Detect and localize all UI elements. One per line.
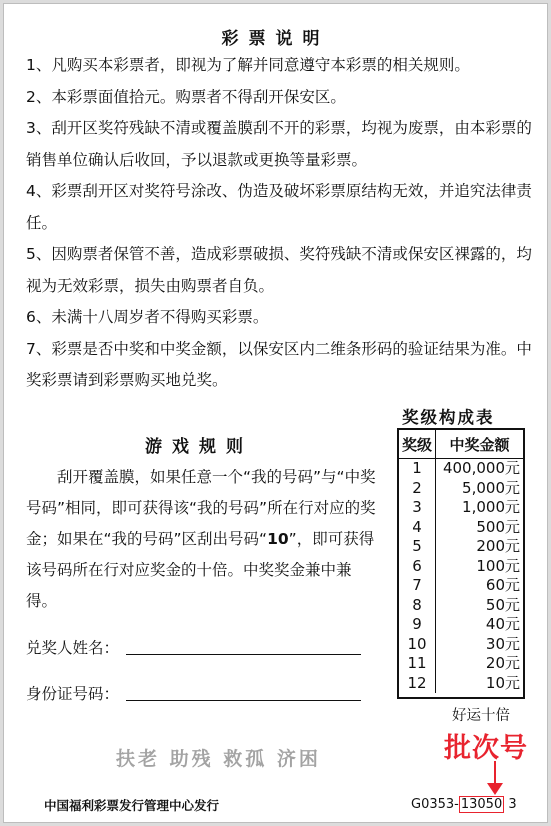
prize-row <box>399 498 523 518</box>
prize-row <box>399 654 523 674</box>
prize-header-amount: 中奖金额 <box>436 430 524 459</box>
prize-level: 2 <box>399 479 436 499</box>
ticket-serial <box>411 797 517 812</box>
prize-amount: 40元 <box>485 615 520 633</box>
prize-header-level: 奖级 <box>399 430 436 459</box>
lottery-ticket-back <box>3 3 548 823</box>
charity-slogan: 扶老 助残 救孤 济困 <box>116 748 321 770</box>
rule-item: 5、因购票者保管不善，造成彩票破损、奖符残缺不清或保安区裸露的，均视为无效彩票，损失由购票者自负。 <box>26 245 532 295</box>
rule-item: 3、刮开区奖符残缺不清或覆盖膜刮不开的彩票，均视为废票，由本彩票的销售单位确认后收回，予以退款或更换等量彩票。 <box>26 119 532 169</box>
prize-level: 8 <box>399 596 436 616</box>
prize-amount: 60元 <box>485 576 520 594</box>
prize-row <box>399 537 523 557</box>
claimant-name-label: 兑奖人姓名： <box>26 639 120 657</box>
prize-amount: 30元 <box>485 634 520 653</box>
prize-level: 9 <box>399 615 436 635</box>
rule-item: 6、未满十八周岁者不得购买彩票。 <box>26 308 269 326</box>
rule-item: 4、彩票刮开区对奖符号涂改、伪造及破坏彩票原结构无效，并追究法律责任。 <box>26 182 532 232</box>
prize-level: 10 <box>399 635 436 655</box>
prize-level: 7 <box>399 576 436 596</box>
prize-level: 6 <box>399 557 436 577</box>
batch-number-label: 批次号 <box>444 733 528 764</box>
prize-table <box>397 428 525 699</box>
prize-row <box>399 576 523 596</box>
ticket-title: 彩票说明 <box>221 29 330 49</box>
publisher-text: 中国福利彩票发行管理中心发行 <box>44 798 220 813</box>
prize-level: 5 <box>399 537 436 557</box>
serial-prefix: G0353- <box>411 797 459 812</box>
prize-row <box>399 459 523 479</box>
game-rules-text-part1: 刮开覆盖膜，如果任意一个“我的号码”与“中奖号码”相同，即可获得该“我的号码”所在行对应的奖金；如果在“我的号码”区刮出号码“ <box>26 468 376 548</box>
serial-batch-number: 13050 <box>460 797 503 812</box>
prize-table-title: 奖级构成表 <box>402 408 495 427</box>
prize-amount: 400,000元 <box>442 459 520 477</box>
lucky-ten-times-note: 好运十倍 <box>452 708 510 724</box>
prize-level: 1 <box>399 459 436 479</box>
prize-level: 3 <box>399 498 436 518</box>
prize-amount: 1,000元 <box>462 498 520 516</box>
game-rules-text <box>26 462 376 617</box>
prize-rows <box>399 459 523 694</box>
prize-row <box>399 518 523 538</box>
prize-row <box>399 635 523 655</box>
game-rules-text-part2: ”，即可获得该号码所在行对应奖金的十倍。中奖奖金兼中兼得。 <box>26 530 375 610</box>
prize-amount: 200元 <box>476 537 520 555</box>
prize-level: 12 <box>399 674 436 694</box>
prize-amount: 100元 <box>476 556 520 575</box>
id-number-line[interactable] <box>126 700 361 701</box>
id-number-label: 身份证号码： <box>26 685 120 703</box>
rules-list <box>26 50 534 397</box>
game-rules-title: 游戏规则 <box>145 437 253 457</box>
arrow-down-icon <box>484 761 506 797</box>
prize-row <box>399 596 523 616</box>
serial-suffix: 3 <box>504 797 517 812</box>
prize-amount: 5,000元 <box>462 478 520 497</box>
prize-amount: 500元 <box>476 517 520 536</box>
claimant-name-line[interactable] <box>126 654 361 655</box>
prize-row <box>399 557 523 577</box>
prize-amount: 50元 <box>485 595 520 614</box>
prize-level: 11 <box>399 654 436 674</box>
rule-item: 1、凡购买本彩票者，即视为了解并同意遵守本彩票的相关规则。 <box>26 56 470 74</box>
rule-item: 7、彩票是否中奖和中奖金额，以保安区内二维条形码的验证结果为准。中奖彩票请到彩票购买地兑奖。 <box>26 339 532 389</box>
prize-row <box>399 479 523 499</box>
game-rules-highlight-number: 10 <box>267 530 289 548</box>
prize-amount: 20元 <box>485 654 520 672</box>
prize-row <box>399 615 523 635</box>
rule-item: 2、本彩票面值拾元。购票者不得刮开保安区。 <box>26 87 346 106</box>
prize-level: 4 <box>399 518 436 538</box>
prize-row <box>399 674 523 694</box>
prize-amount: 10元 <box>485 673 520 692</box>
